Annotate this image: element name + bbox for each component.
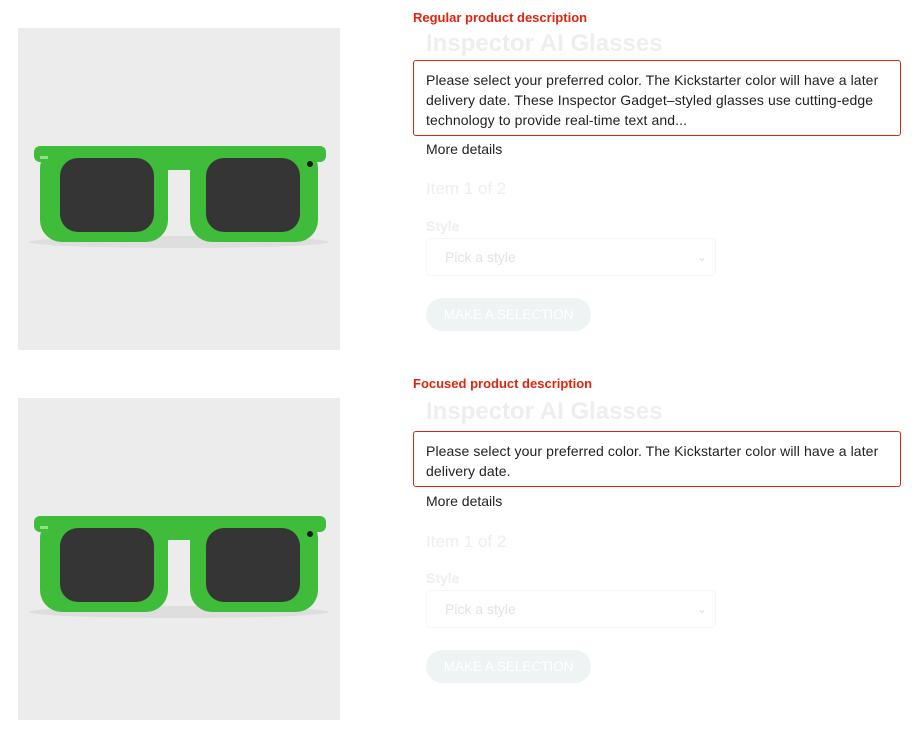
chevron-down-icon: ⌄ <box>696 602 707 616</box>
make-selection-button[interactable]: MAKE A SELECTION <box>426 650 591 683</box>
style-label: Style <box>426 218 460 234</box>
item-count: Item 1 of 2 <box>426 179 507 198</box>
product-description: Please select your preferred color. The Kickstarter color will have a later delivery date. <box>413 431 901 487</box>
green-sunglasses-image <box>18 398 340 720</box>
more-details-link[interactable]: More details <box>426 141 503 157</box>
style-select[interactable] <box>426 238 716 276</box>
annotation-label: Focused product description <box>413 376 593 391</box>
style-placeholder: Pick a style <box>445 601 516 617</box>
item-count: Item 1 of 2 <box>426 532 507 551</box>
regular-description-panel <box>0 0 918 370</box>
product-title: Inspector AI Glasses <box>426 30 663 57</box>
style-placeholder: Pick a style <box>445 249 516 265</box>
product-image <box>18 398 340 720</box>
style-select[interactable] <box>426 590 716 628</box>
make-selection-button[interactable]: MAKE A SELECTION <box>426 298 591 331</box>
annotation-label: Regular product description <box>413 10 588 25</box>
product-image <box>18 28 340 350</box>
product-title: Inspector AI Glasses <box>426 398 663 425</box>
more-details-link[interactable]: More details <box>426 493 503 509</box>
focused-description-panel <box>0 370 918 740</box>
product-description: Please select your preferred color. The Kickstarter color will have a later delivery date. These Inspector Gadget–styled glasses use cutting-edge technology to provide real-time text and... <box>413 60 901 136</box>
green-sunglasses-image <box>18 28 340 350</box>
chevron-down-icon: ⌄ <box>696 250 707 264</box>
style-label: Style <box>426 570 460 586</box>
